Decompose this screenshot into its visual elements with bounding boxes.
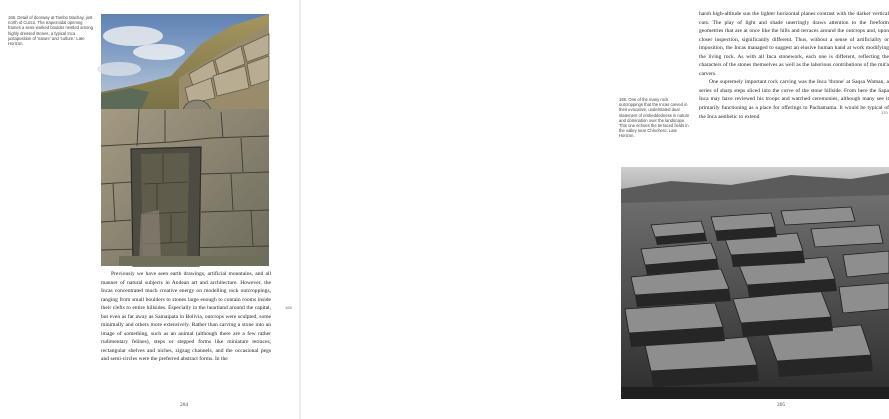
rock-outcrop-photo <box>621 167 889 399</box>
body-paragraph-throne: One supremely important rock carving was the Inca 'throne' at Saqsa Waman, a series of sharp steps sliced into the curve of the stone hillside. From here the Sapa Inca may have reviewed his troops and watched ceremonies, although many see it primarily functioning as a place for offerings to Pachamama. It would be typical of the Inca aesthetic to extend <box>699 79 889 120</box>
doorway-photo <box>101 14 269 266</box>
body-text-right <box>699 10 889 121</box>
figure-caption-168: 168. Detail of doorway at Tambo Machay, just north of Cuzco. The trapezoidal opening frames a semi-worked boulder nestled among highly dressed stones, a typical Inca juxtaposition of 'nature' and 'culture.' Late Horizon. <box>8 15 93 47</box>
left-page <box>0 0 299 419</box>
figure-caption-169: 169. One of the many rock outcroppings that the Incas carved in their evocative, understated dual statement of embeddedness in nature and domination over the landscape. This one echoes the terraced fields in the valley near Chinchero. Late Horizon. <box>619 97 690 139</box>
body-text-left <box>101 270 271 364</box>
right-page <box>301 0 889 419</box>
margin-figure-reference: 170 <box>881 110 888 115</box>
page-number-right: 205 <box>777 402 786 408</box>
body-paragraph: Previously we have seen earth drawings, artificial mountains, and all manner of natural subjects in Andean art and architecture. However, the Incas concentrated much creative energy on modelling rock outcroppings, ranging from small boulders to stones large enough to contain rooms inside their clefts to entire hillsides. Especially in the heartland around the capital, but even as far away as Samaipata in Bolivia, outcrops were sculpted, some minimally and others more extensively. Rather than carving a stone into an image of something, such as an animal (although there are a few rather rudimentary felines), steps or stepped forms like miniature terraces, rectangular shelves and niches, zigzag channels, and the occasional pegs and semi-circles were the preferred abstract forms. In the <box>101 271 271 363</box>
margin-figure-reference: 168 <box>285 305 292 310</box>
page-number-left: 204 <box>180 402 189 408</box>
body-paragraph-continued: harsh high-altitude sun the lighter horizontal planes contrast with the darker vertical cuts. The play of light and shade unerringly draws attention to the freeform geometries that are at once like the hills and terraces around the outcrops and, upon closer inspection, significantly different. Thus, without a sense of artificiality or imposition, the Incas managed to suggest an elusive human hand at work modifying the living rock. As with all Inca stonework, each one is different, reflecting the characters of the stones themselves as well as the laborious contributions of the mit'a carvers. <box>699 11 889 77</box>
